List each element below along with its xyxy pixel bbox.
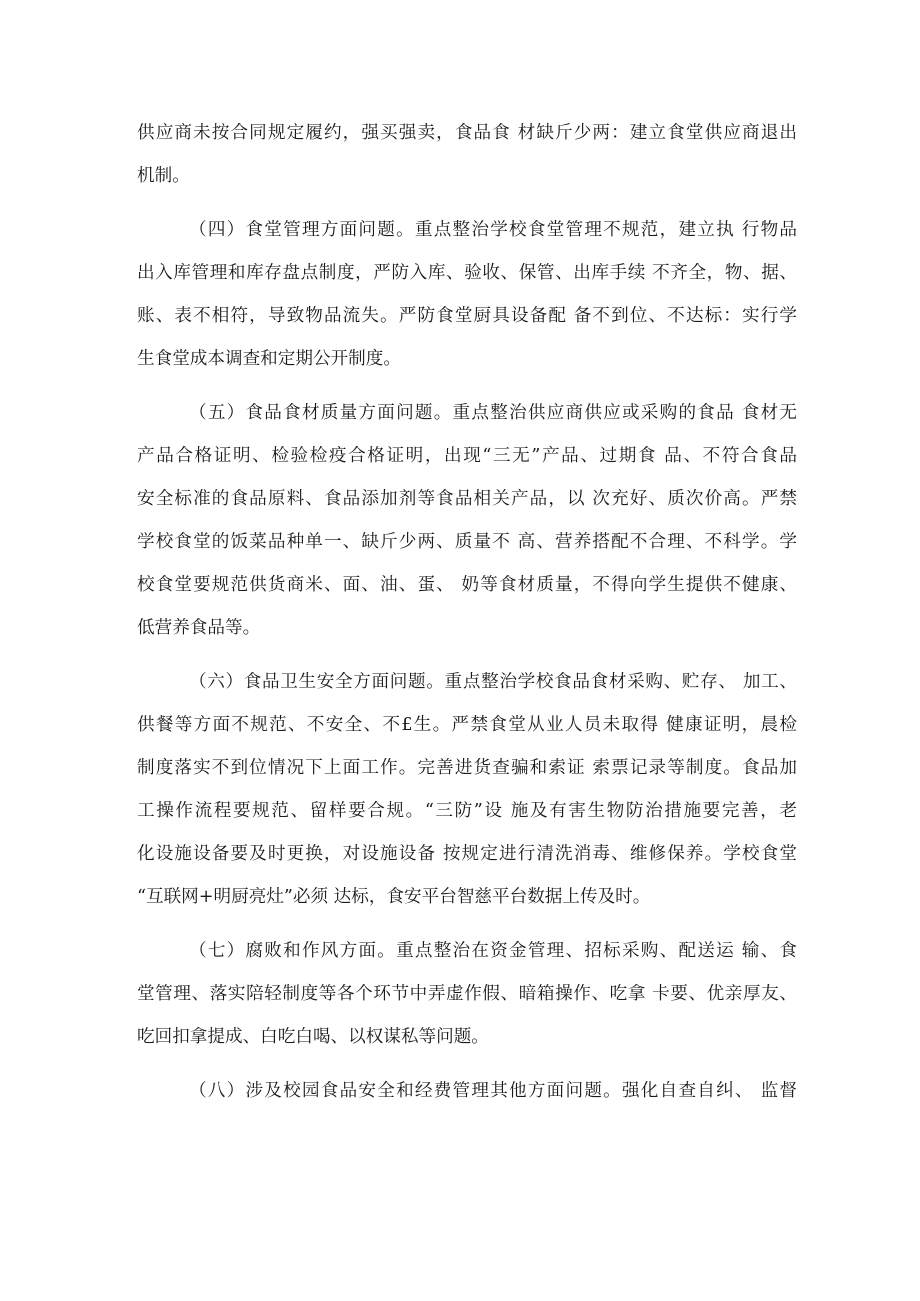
paragraph-supplier-exit xyxy=(137,112,797,198)
text-line: （八）涉及校园食品安全和经费管理其他方面问题。强化自查自纠、 监督 xyxy=(189,1081,797,1101)
text-line: 机制。 xyxy=(137,166,190,186)
text-line: 出入库管理和库存盘点制度，严防入库、验收、保管、出库手续 不齐全，物、据、 xyxy=(137,263,797,283)
text-line: （六）食品卫生安全方面问题。重点整治学校食品食材采购、贮存、 加工、 xyxy=(189,672,797,692)
text-line: 供餐等方面不规范、不安全、不£生。严禁食堂从业人员未取得 健康证明，晨检 xyxy=(137,715,797,735)
text-line: （四）食堂管理方面问题。重点整治学校食堂管理不规范，建立执 行物品 xyxy=(189,220,797,240)
paragraph-canteen-management xyxy=(137,209,797,381)
paragraph-food-quality xyxy=(137,392,797,650)
text-line: “互联网+明厨亮灶”必须 达标，食安平台智慈平台数据上传及时。 xyxy=(137,887,651,907)
text-line: 制度落实不到位情况下上面工作。完善进货查骗和索证 索票记录等制度。食品加 xyxy=(137,758,797,778)
text-line: 学校食堂的饭菜品种单一、缺斤少两、质量不 高、营养搭配不合理、不科学。学 xyxy=(137,532,797,552)
paragraph-corruption xyxy=(137,930,797,1059)
paragraph-other-issues xyxy=(137,1070,797,1113)
text-line: 账、表不相符，导致物品流失。严防食堂厨具设备配 备不到位、不达标：实行学 xyxy=(137,306,797,326)
text-line: （五）食品食材质量方面问题。重点整治供应商供应或采购的食品 食材无 xyxy=(189,403,797,423)
text-line: 低营养食品等。 xyxy=(137,618,261,638)
text-line: 供应商未按合同规定履约，强买强卖，食品食 材缺斤少两：建立食堂供应商退出 xyxy=(137,123,797,143)
text-line: 生食堂成本调查和定期公开制度。 xyxy=(137,349,401,369)
text-line: （七）腐败和作风方面。重点整治在资金管理、招标采购、配送运 输、食 xyxy=(189,941,797,961)
text-line: 吃回扣拿提成、白吃白喝、以权谋私等问题。 xyxy=(137,1027,489,1047)
document-body xyxy=(137,112,797,1113)
text-line: 校食堂要规范供货商米、面、油、蛋、 奶等食材质量，不得向学生提供不健康、 xyxy=(137,575,797,595)
text-line: 工操作流程要规范、留样要合规。“三防”设 施及有害生物防治措施要完善，老 xyxy=(137,801,797,821)
text-line: 安全标准的食品原料、食品添加剂等食品相关产品，以 次充好、质次价高。严禁 xyxy=(137,489,797,509)
paragraph-food-safety xyxy=(137,661,797,919)
text-line: 化设施设备要及时更换，对设施设备 按规定进行清洗消毒、维修保养。学校食堂 xyxy=(137,844,797,864)
text-line: 产品合格证明、检验检疫合格证明，出现“三无”产品、过期食 品、不符合食品 xyxy=(137,446,797,466)
text-line: 堂管理、落实陪轻制度等各个环节中弄虚作假、暗箱操作、吃拿 卡要、优亲厚友、 xyxy=(137,984,797,1004)
